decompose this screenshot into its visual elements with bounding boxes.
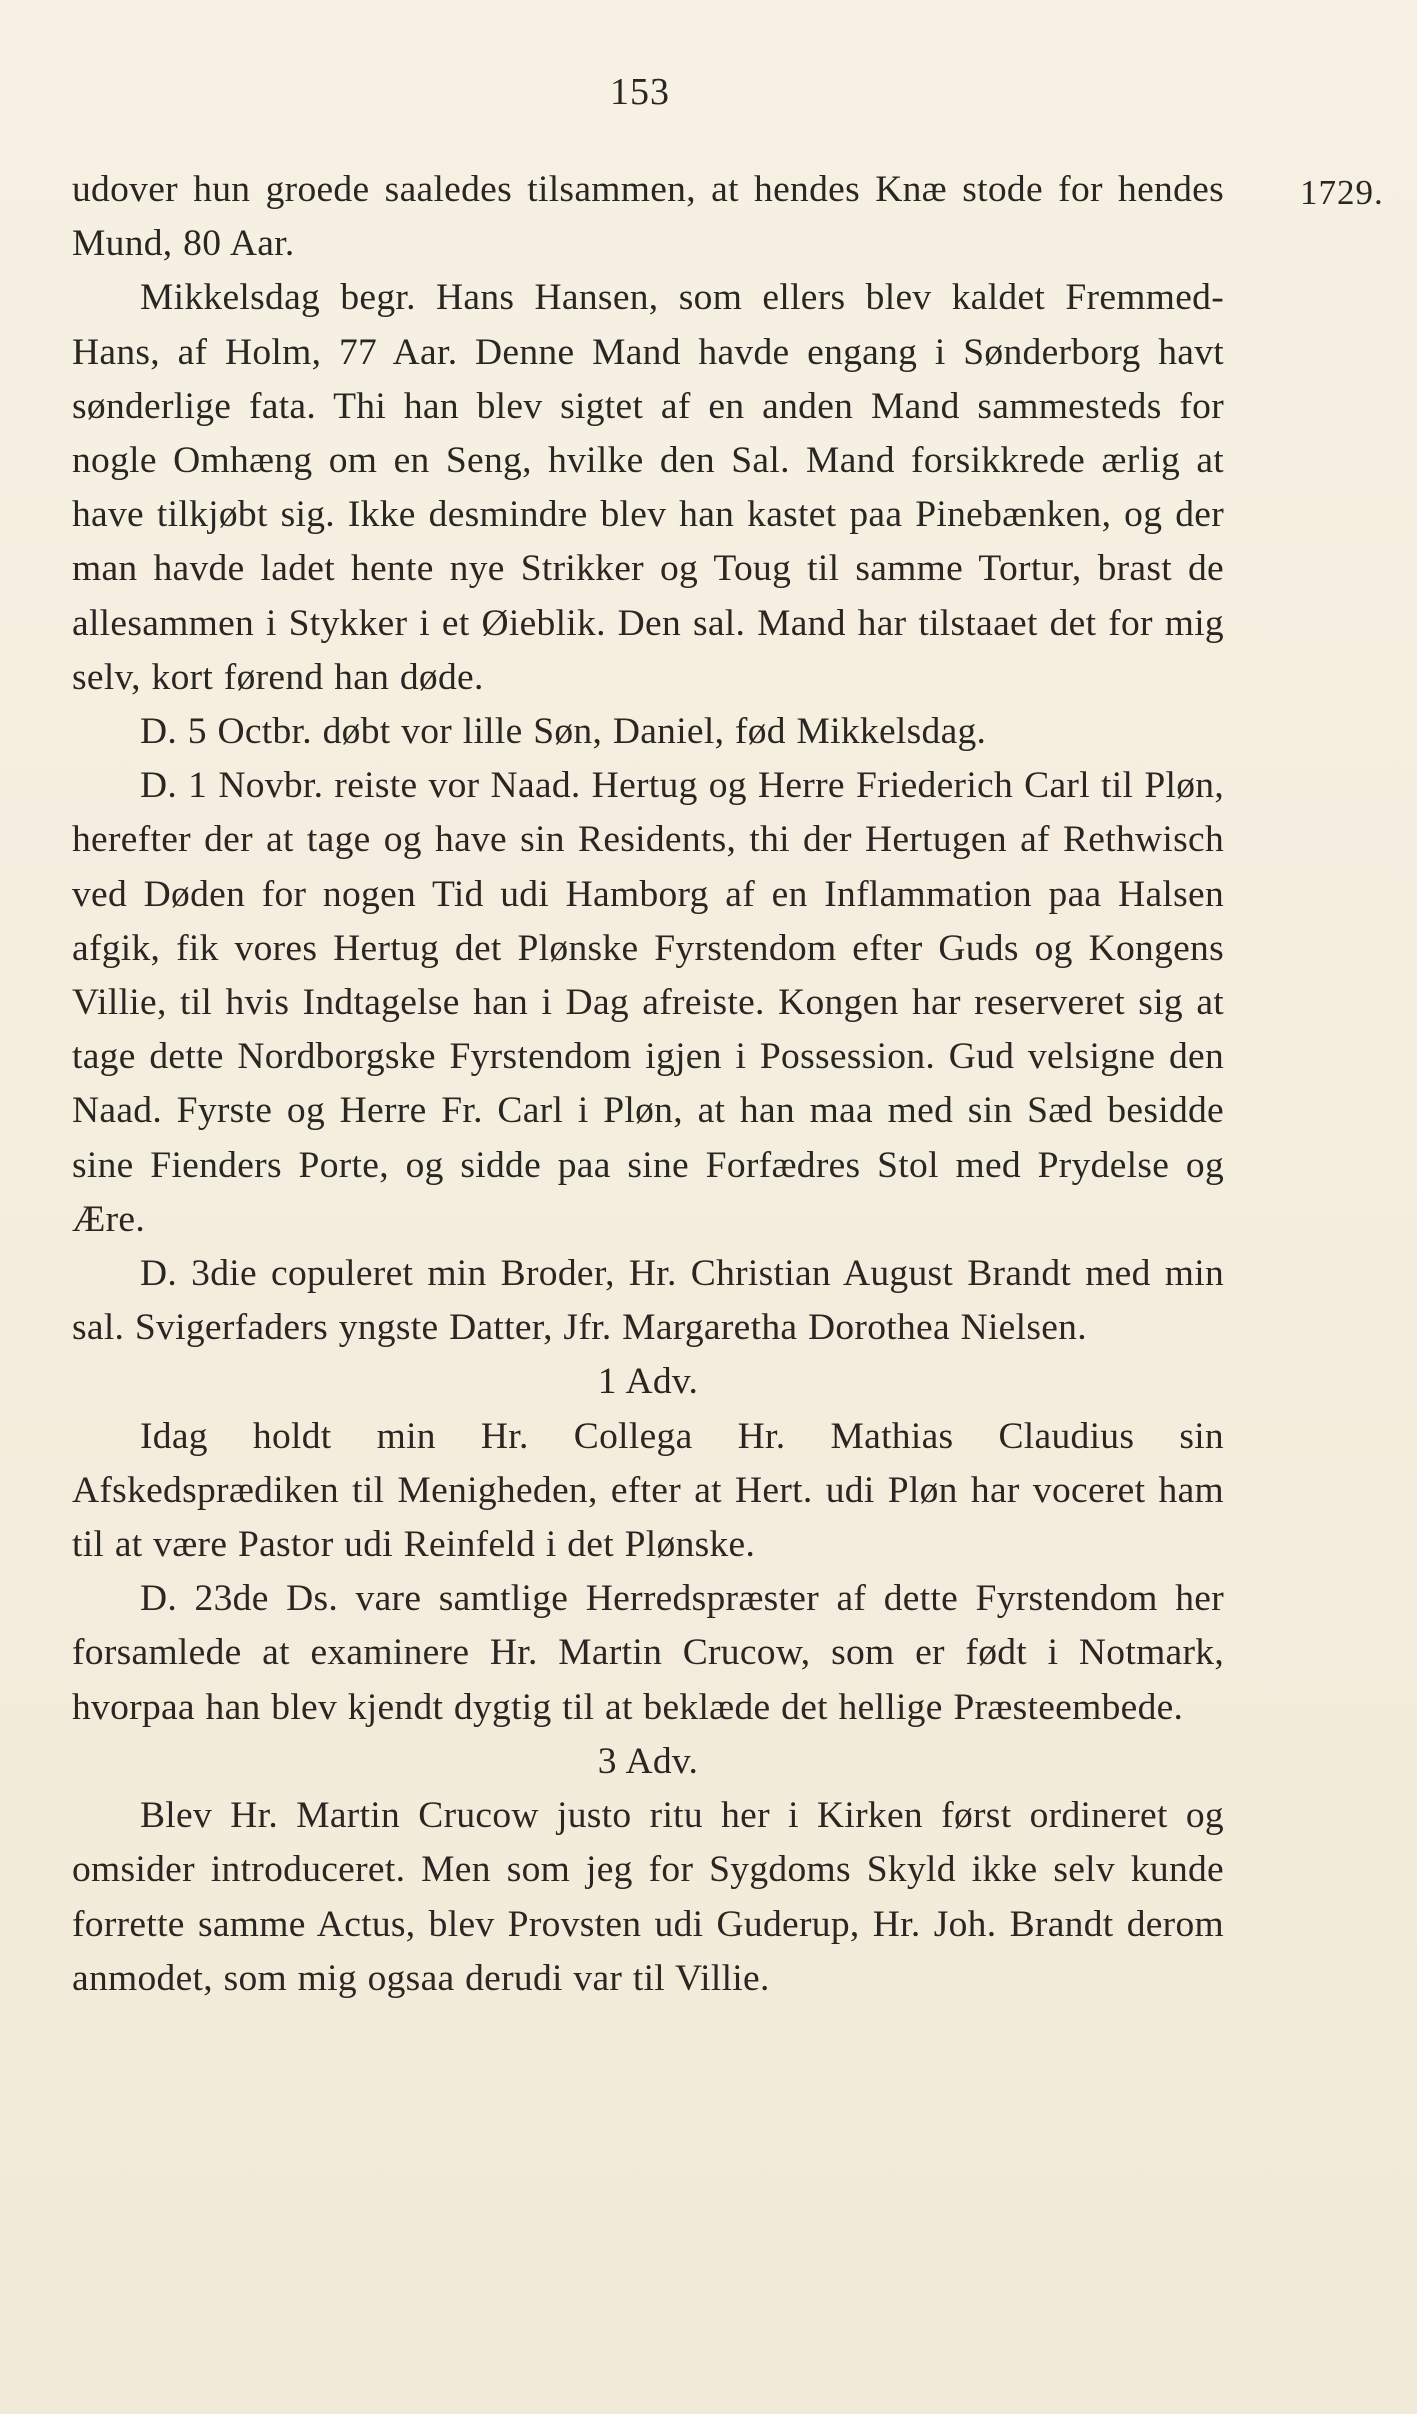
- paragraph-brother-wedding: D. 3die copuleret min Broder, Hr. Christian August Brandt med min sal. Svigerfaders yngste Datter, Jfr. Margaretha Dorothea Nielsen.: [72, 1253, 1224, 1349]
- paragraph-baptism-daniel: D. 5 Octbr. døbt vor lille Søn, Daniel, fød Mikkelsdag.: [140, 711, 987, 753]
- body-text: [72, 163, 1224, 2006]
- section-heading-1-adv: 1 Adv.: [597, 1361, 699, 1403]
- page-number: 153: [610, 71, 670, 113]
- margin-year-note: 1729.: [1300, 173, 1384, 212]
- paragraph-examination: D. 23de Ds. vare samtlige Herredspræster af dette Fyrstendom her forsamlede at examinere Hr. Martin Crucow, som er født i Notmark, hvorpaa han blev kjendt dygtig til at beklæde det hellige Præsteembede.: [72, 1578, 1224, 1728]
- section-heading-3-adv: 3 Adv.: [597, 1740, 699, 1782]
- paragraph-farewell-sermon: Idag holdt min Hr. Collega Hr. Mathias Claudius sin Afskedsprædiken til Menigheden, efter at Hert. udi Pløn har voceret ham til at være Pastor udi Reinfeld i det Plønske.: [72, 1415, 1224, 1566]
- paragraph-ordination: Blev Hr. Martin Crucow justo ritu her i Kirken først ordineret og omsider introduceret. Men som jeg for Sygdoms Skyld ikke selv kunde forrette samme Actus, blev Provsten udi Guderup, Hr. Joh. Brandt derom anmodet, som mig ogsaa derudi var til Villie.: [72, 1795, 1224, 1999]
- paragraph-continuation: udover hun groede saaledes tilsammen, at hendes Knæ stode for hendes Mund, 80 Aar.: [72, 169, 1224, 265]
- paragraph-mikkelsdag-burial: Mikkelsdag begr. Hans Hansen, som ellers blev kaldet Fremmed-Hans, af Holm, 77 Aar. Denne Mand havde engang i Sønderborg havt sønderlige fata. Thi han blev sigtet af en anden Mand sammesteds for nogle Omhæng om en Seng, hvilke den Sal. Mand forsikkrede ærlig at have tilkjøbt sig. Ikke desmindre blev han kastet paa Pinebænken, og der man havde ladet hente nye Strikker og Toug til samme Tortur, brast de allesammen i Stykker i et Øieblik. Den sal. Mand har tilstaaet det for mig selv, kort førend han døde.: [72, 277, 1224, 698]
- paragraph-duke-departure: D. 1 Novbr. reiste vor Naad. Hertug og Herre Friederich Carl til Pløn, herefter der at tage og have sin Residents, thi der Hertugen af Rethwisch ved Døden for nogen Tid udi Hamborg af en Inflammation paa Halsen afgik, fik vores Hertug det Plønske Fyrstendom efter Guds og Kongens Villie, til hvis Indtagelse han i Dag afreiste. Kongen har reserveret sig at tage dette Nordborgske Fyrstendom igjen i Possession. Gud velsigne den Naad. Fyrste og Herre Fr. Carl i Pløn, at han maa med sin Sæd besidde sine Fienders Porte, og sidde paa sine Forfædres Stol med Prydelse og Ære.: [72, 765, 1224, 1240]
